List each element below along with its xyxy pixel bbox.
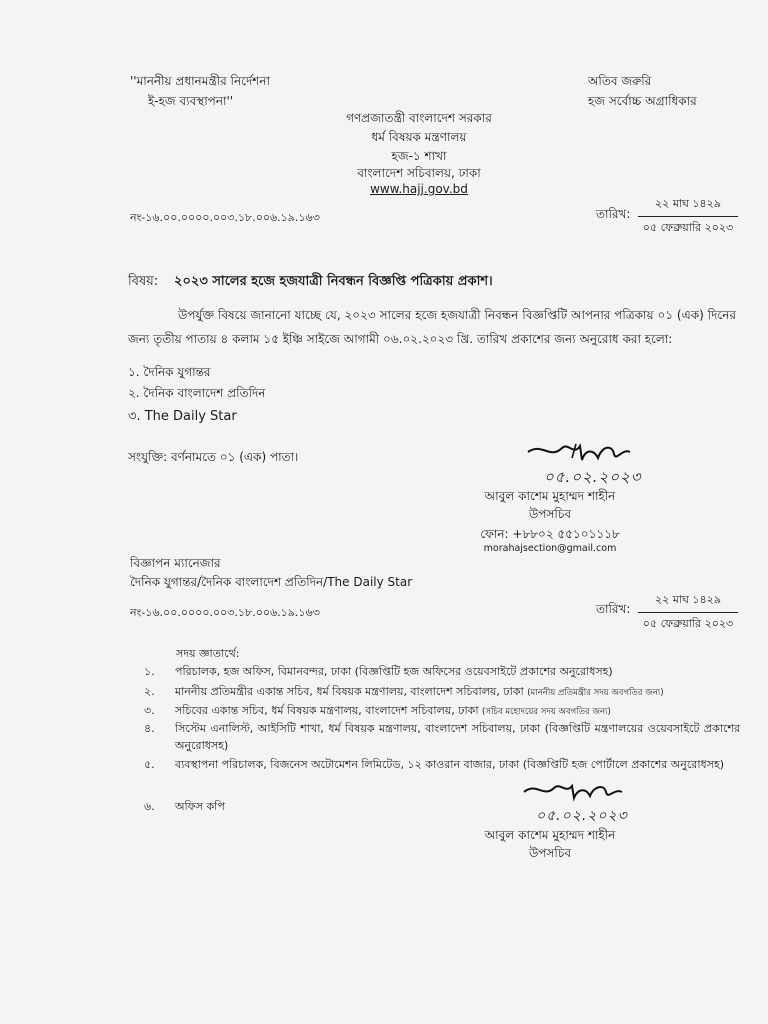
website-link[interactable]: www.hajj.gov.bd	[370, 182, 468, 196]
body-paragraph: উপর্যুক্ত বিষয়ে জানানো যাচ্ছে যে, ২০২৩ সালের হজে হজযাত্রী নিবন্ধন বিজ্ঞপ্তিটি আপনার পত্রিকায় ০১ (এক) দিনের জন্য তৃতীয় পাতায় ৪ কলাম ১৫ ইঞ্চি সাইজে আগামী ০৬.০২.২০২৩ খ্রি. তারিখ প্রকাশের জন্য অনুরোধ করা হলো:	[128, 308, 736, 346]
cc-item-text	[175, 663, 740, 680]
date-bengali: ২২ মাঘ ১৪২৯	[638, 591, 738, 613]
cc-item-number: ৩.	[144, 704, 155, 717]
cc-heading: সদয় জ্ঞাতার্থে:	[176, 647, 240, 660]
memo-number: নং-১৬.০০.০০০০.০০৩.১৮.০০৬.১৯.১৬৩	[130, 606, 320, 619]
cc-item-text	[175, 683, 740, 702]
newspaper-item: ৩. The Daily Star	[128, 409, 237, 424]
branch-name: হজ-১ শাখা	[391, 149, 447, 163]
cc-item-number: ৬.	[144, 800, 155, 813]
cc-item-body: সিস্টেম এনালিস্ট, আইসিটি শাখা, ধর্ম বিষয়ক মন্ত্রণালয়, বাংলাদেশ সচিবালয়, ঢাকা (বিজ্ঞপ্তিটি মন্ত্রণালয়ের ওয়েবসাইটে প্রকাশের অনুরোধসহ)	[175, 722, 740, 752]
cc-item-body: পরিচালক, হজ অফিস, বিমানবন্দর, ঢাকা (বিজ্ঞপ্তিটি হজ অফিসের ওয়েবসাইটে প্রকাশের অনুরোধসহ)	[175, 665, 613, 678]
cc-item-note: (সচিব মহোদয়ের সদয় অবগতির জন্য)	[482, 707, 611, 717]
signatory-phone: ফোন: +৮৮০২ ৫৫১০১১১৮	[480, 527, 620, 541]
signature-date: ০৫.০২.২০২৩	[544, 468, 642, 486]
subject-label: বিষয়:	[128, 274, 159, 289]
quote-line-1: ''মাননীয় প্রধানমন্ত্রীর নির্দেশনা	[130, 74, 271, 88]
government-name: গণপ্রজাতন্ত্রী বাংলাদেশ সরকার	[346, 111, 492, 125]
secretariat-address: বাংলাদেশ সচিবালয়, ঢাকা	[357, 166, 481, 180]
cc-item-number: ৪.	[144, 722, 155, 735]
urgent-line-2: হজ সর্বোচ্চ অগ্রাধিকার	[588, 94, 697, 108]
cc-item-note: (মাননীয় প্রতিমন্ত্রীর সদয় অবগতির জন্য)	[527, 688, 664, 698]
urgent-line-1: অতিব জরুরি	[588, 74, 652, 88]
recipient-line-2: দৈনিক যুগান্তর/দৈনিক বাংলাদেশ প্রতিদিন/The Daily Star	[130, 575, 413, 589]
signatory-email[interactable]: morahajsection@gmail.com	[483, 543, 617, 554]
cc-item-number: ৫.	[144, 758, 155, 771]
signatory-title: উপসচিব	[528, 846, 571, 860]
date-gregorian: ০৫ ফেব্রুয়ারি ২০২৩	[642, 221, 734, 234]
date-label: তারিখ:	[596, 207, 631, 221]
cc-item-number: ২.	[144, 685, 155, 698]
recipient-line-1: বিজ্ঞাপন ম্যানেজার	[130, 556, 221, 570]
ministry-name: ধর্ম বিষয়ক মন্ত্রণালয়	[371, 130, 467, 144]
newspaper-item: ১. দৈনিক যুগান্তর	[128, 365, 211, 379]
date-gregorian: ০৫ ফেব্রুয়ারি ২০২৩	[642, 617, 734, 630]
cc-item-text	[175, 720, 740, 754]
signatory-title: উপসচিব	[528, 507, 571, 521]
cc-item-text	[175, 798, 740, 815]
cc-item-number: ১.	[144, 665, 155, 678]
memo-number: নং-১৬.০০.০০০০.০০৩.১৮.০০৬.১৯.১৬৩	[130, 211, 320, 224]
newspaper-item: ২. দৈনিক বাংলাদেশ প্রতিদিন	[128, 386, 266, 400]
date-block	[638, 591, 738, 634]
attachment-note: সংযুক্তি: বর্ণনামতে ০১ (এক) পাতা।	[128, 450, 299, 464]
cc-item-body: সচিবের একান্ত সচিব, ধর্ম বিষয়ক মন্ত্রণালয়, বাংলাদেশ সচিবালয়, ঢাকা	[175, 704, 483, 717]
cc-item-body: অফিস কপি	[175, 800, 225, 813]
signature-date: ০৫.০২.২০২৩	[536, 808, 628, 824]
quote-line-2: ই-হজ ব্যবস্থাপনা''	[148, 94, 234, 108]
signatory-name: আবুল কাশেম মুহাম্মদ শাহীন	[484, 828, 616, 842]
subject-text: ২০২৩ সালের হজে হজযাত্রী নিবন্ধন বিজ্ঞপ্তি পত্রিকায় প্রকাশ।	[174, 274, 493, 289]
date-label: তারিখ:	[596, 602, 631, 616]
cc-item-body: মাননীয় প্রতিমন্ত্রীর একান্ত সচিব, ধর্ম বিষয়ক মন্ত্রণালয়, বাংলাদেশ সচিবালয়, ঢাকা	[175, 685, 528, 698]
date-bengali: ২২ মাঘ ১৪২৯	[638, 195, 738, 217]
cc-item-body: ব্যবস্থাপনা পরিচালক, বিজনেস অটোমেশন লিমিটেড, ১২ কাওরান বাজার, ঢাকা (বিজ্ঞপ্তিটি হজ পোর্টালে প্রকাশের অনুরোধসহ)	[175, 758, 725, 771]
cc-item-text	[175, 756, 740, 773]
signatory-name: আবুল কাশেম মুহাম্মদ শাহীন	[484, 489, 616, 503]
cc-item-text	[175, 702, 740, 721]
date-block	[638, 195, 738, 238]
